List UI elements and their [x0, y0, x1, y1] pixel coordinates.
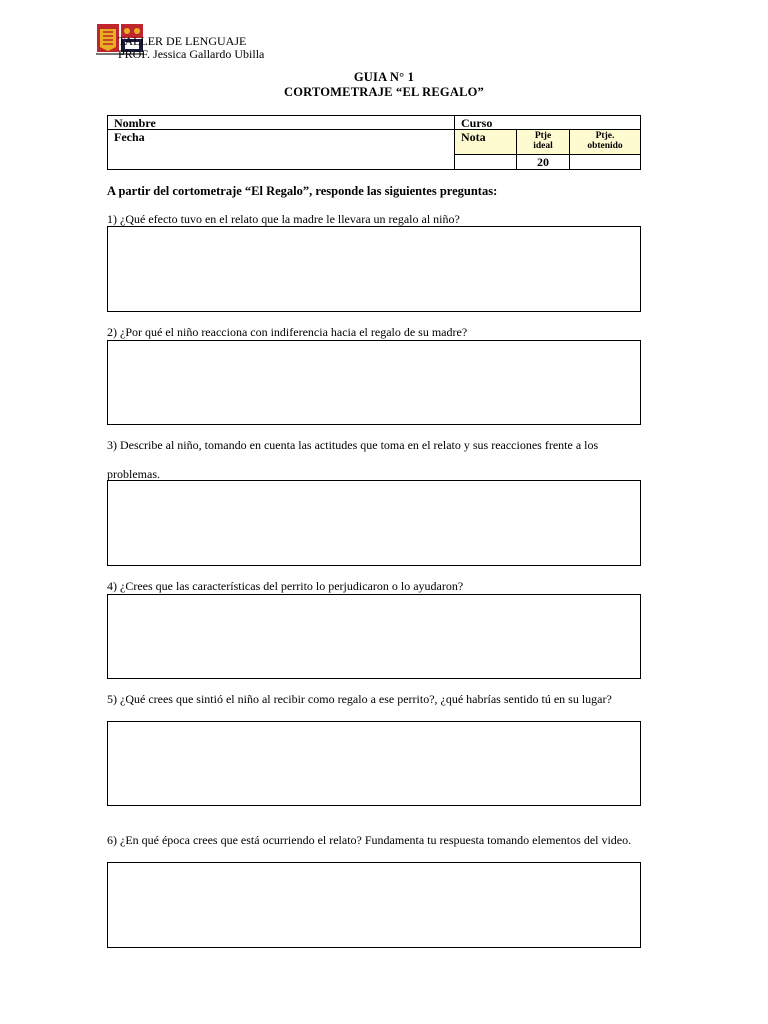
answer-box-5[interactable]: [107, 721, 641, 806]
ptje-obtenido-label-2: obtenido: [587, 141, 623, 151]
fecha-label: Fecha: [114, 130, 145, 144]
answer-box-2[interactable]: [107, 340, 641, 425]
header-subject: TALLER DE LENGUAJE: [118, 34, 247, 48]
question-2: 2) ¿Por qué el niño reacciona con indiferencia hacia el regalo de su madre?: [107, 325, 468, 339]
guide-subtitle: CORTOMETRAJE “EL REGALO”: [284, 85, 484, 99]
ptje-ideal-value: 20: [537, 155, 549, 169]
instructions: A partir del cortometraje “El Regalo”, responde las siguientes preguntas:: [107, 184, 498, 198]
student-info-table: [107, 115, 641, 170]
answer-box-6[interactable]: [107, 862, 641, 948]
ptje-obtenido-label-1: Ptje.: [595, 131, 615, 141]
question-4: 4) ¿Crees que las características del perrito lo perjudicaron o lo ayudaron?: [107, 579, 464, 593]
ptje-ideal-label-2: ideal: [533, 141, 553, 151]
nota-label: Nota: [461, 130, 486, 144]
question-3: 3) Describe al niño, tomando en cuenta las actitudes que toma en el relato y sus reacciones frente a los: [107, 438, 599, 452]
question-3-continued: problemas.: [107, 467, 160, 481]
question-1: 1) ¿Qué efecto tuvo en el relato que la madre le llevara un regalo al niño?: [107, 212, 460, 226]
curso-label: Curso: [461, 116, 493, 130]
answer-box-1[interactable]: [107, 226, 641, 312]
question-5: 5) ¿Qué crees que sintió el niño al recibir como regalo a ese perrito?, ¿qué habrías sentido tú en su lugar?: [107, 692, 612, 706]
guide-title: GUIA N° 1: [353, 70, 415, 84]
question-6: 6) ¿En qué época crees que está ocurriendo el relato? Fundamenta tu respuesta tomando elementos del video.: [107, 833, 632, 847]
answer-box-3[interactable]: [107, 480, 641, 566]
header-teacher: PROF. Jessica Gallardo Ubilla: [118, 47, 265, 61]
answer-box-4[interactable]: [107, 594, 641, 679]
ptje-ideal-label-1: Ptje: [534, 131, 552, 141]
nombre-label: Nombre: [114, 116, 156, 130]
